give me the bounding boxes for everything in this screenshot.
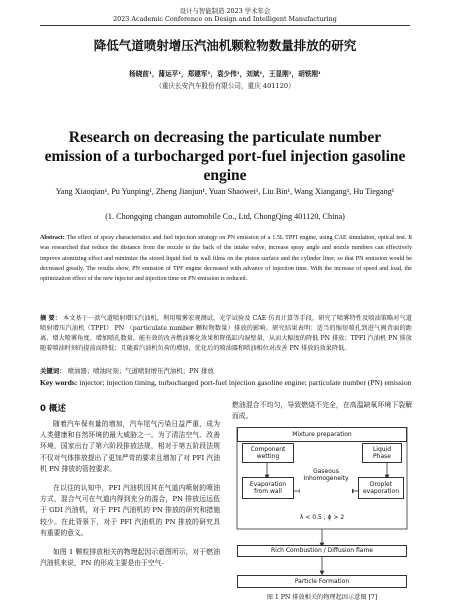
keywords-cn-label: 关键词： bbox=[40, 367, 66, 375]
keywords-en-label: Key words: bbox=[40, 378, 78, 387]
header-rule bbox=[40, 25, 410, 26]
abstract-en-text: The effect of spray characteristics and fuel injection strategy on PN emission of a 1.5L TPFI engine, using CAE simulation, optical test. It was researched that reduce the distance from the nozzle to the back of the intake valve, increase spray angle and nozzle numbers can effectively improve atomizing effect and minimize the stored liquid fuel in wall films on the piston surface and the cylinder liner, so that PN emission would be decreased greatly. The results show, PN emission of TPF engine decreased with advance of injection time. With the increase of speed and load, the optimization effect of the new injector and injection time on PN emission is reduced. bbox=[40, 235, 412, 283]
keywords-cn bbox=[40, 366, 412, 375]
evaporation-wall-box: Evaporation from wall bbox=[242, 477, 294, 499]
abstract-cn-text: 本文基于一款气道喷射增压汽油机，利用喷雾宏观测试、光学试验及 CAE 仿真计算等手段，研究了喷雾特性及喷油策略对气道喷射增压汽油机（TPFI） PN （particulate number 颗粒物数量）排放的影响。研究结果表明：适当的缩短喷孔到进气阀背面的距离、增大喷雾角度、增加喷孔数量，能有效的改善燃油雾化效果和降低缸内湿壁量，从而大幅度的降低 PN 排放；TPFI 汽油机 PN 排放随着喷油时刻的提前而降低；且随着汽油机负荷的增加，优化后的喷油器和喷油相位对改善 PN 排放的效果降低。 bbox=[40, 315, 412, 352]
running-header bbox=[0, 7, 450, 23]
title-en: Research on decreasing the particulate number emission of a turbocharged port-fuel injection gasoline engine bbox=[44, 129, 406, 184]
affiliation-en: (1. Chongqing changan automobile Co., Ltd, ChongQing 401120, China) bbox=[105, 212, 345, 221]
gaseous-inhomogeneity-label: Gaseous Inhomogeneity bbox=[300, 449, 352, 501]
authors-cn: 杨晓前¹，蒲运平¹，郑建军¹，袁少伟¹，刘斌¹，王显刚¹，胡铁刚¹ bbox=[129, 70, 321, 78]
header-cn: 设计与智能制造 2023 学术年会 bbox=[179, 7, 271, 15]
body-right-column: 燃油混合不均匀，导致燃烧不完全，在高温缺氧环境下裂解而成。 bbox=[232, 401, 412, 421]
paragraph: 在以往的认知中，PFI 汽油机因其在气道内喷射的喷油方式，混合气可在气道内得到充分的混合，PN 排放远远低于 GDI 汽油机，对于 PFI 汽油机的 PN 排放的研究和措施较少。在此背景下，对于 PFI 汽油机的 PN 排放的研究具有重要的意义。 bbox=[40, 484, 220, 537]
abstract-en-label: Abstract: bbox=[40, 235, 65, 241]
keywords-en-text: injector; injection timing, turbocharged port-fuel injection gasoline engine; particulate number (PN) emission bbox=[79, 378, 412, 387]
abstract-cn bbox=[40, 314, 412, 354]
authors-en: Yang Xiaoqian¹, Pu Yunping¹, Zheng Jianjun¹, Yuan Shaowei¹, Liu Bin¹, Wang Xiangang¹, Hu Tiegang¹ bbox=[55, 187, 395, 196]
droplet-evaporation-box: Droplet evaporation bbox=[358, 477, 404, 499]
mixture-preparation-box: Mixture preparation bbox=[237, 427, 407, 442]
section-heading: 0 概述 bbox=[40, 404, 66, 414]
figure-diagram bbox=[236, 427, 408, 589]
figure-caption: 图 1 PN 排放相关的物理起因示意图 [7] bbox=[266, 594, 378, 601]
lambda-phi-formula: λ < 0.5 , ϕ > 2 bbox=[299, 514, 345, 521]
abstract-en bbox=[40, 233, 412, 284]
liquid-phase-box: Liquid Phase bbox=[362, 443, 402, 463]
paragraph: 随着汽车保有量的增加，汽车尾气污染日益严重，成为人类健康和自然环境的最大威胁之一。为了清洁空气、改善环境，国家出台了第六阶段排放法规，相对于第五阶段法规不仅对气体排放提出了更加严苛的要求且增加了对 PFI 汽油机 PN 排放的管控要求。 bbox=[40, 420, 220, 473]
component-wetting-box: Component wetting bbox=[242, 443, 294, 463]
title-cn: 降低气道喷射增压汽油机颗粒物数量排放的研究 bbox=[93, 38, 357, 53]
rich-combustion-box: Rich Combustion / Diffusion flame bbox=[237, 545, 407, 557]
keywords-en bbox=[40, 378, 412, 389]
particle-formation-box: Particle Formation bbox=[237, 575, 407, 588]
header-en: 2023 Academic Conference on Design and Intelligent Manufacturing bbox=[113, 15, 337, 23]
keywords-cn-text: 喷油器；喷油时刻；气道喷射增压汽油机；PN 排放 bbox=[67, 367, 214, 375]
paragraph: 如图 1 颗粒排放相关的物理起因示意图所示，对于燃油汽油机来说，PN 的形成主要是由于空气- bbox=[40, 548, 220, 568]
affiliation-cn: （重庆长安汽车股份有限公司，重庆 401120） bbox=[155, 82, 295, 90]
body-left-column bbox=[40, 419, 220, 577]
abstract-cn-label: 摘 要： bbox=[40, 315, 61, 322]
